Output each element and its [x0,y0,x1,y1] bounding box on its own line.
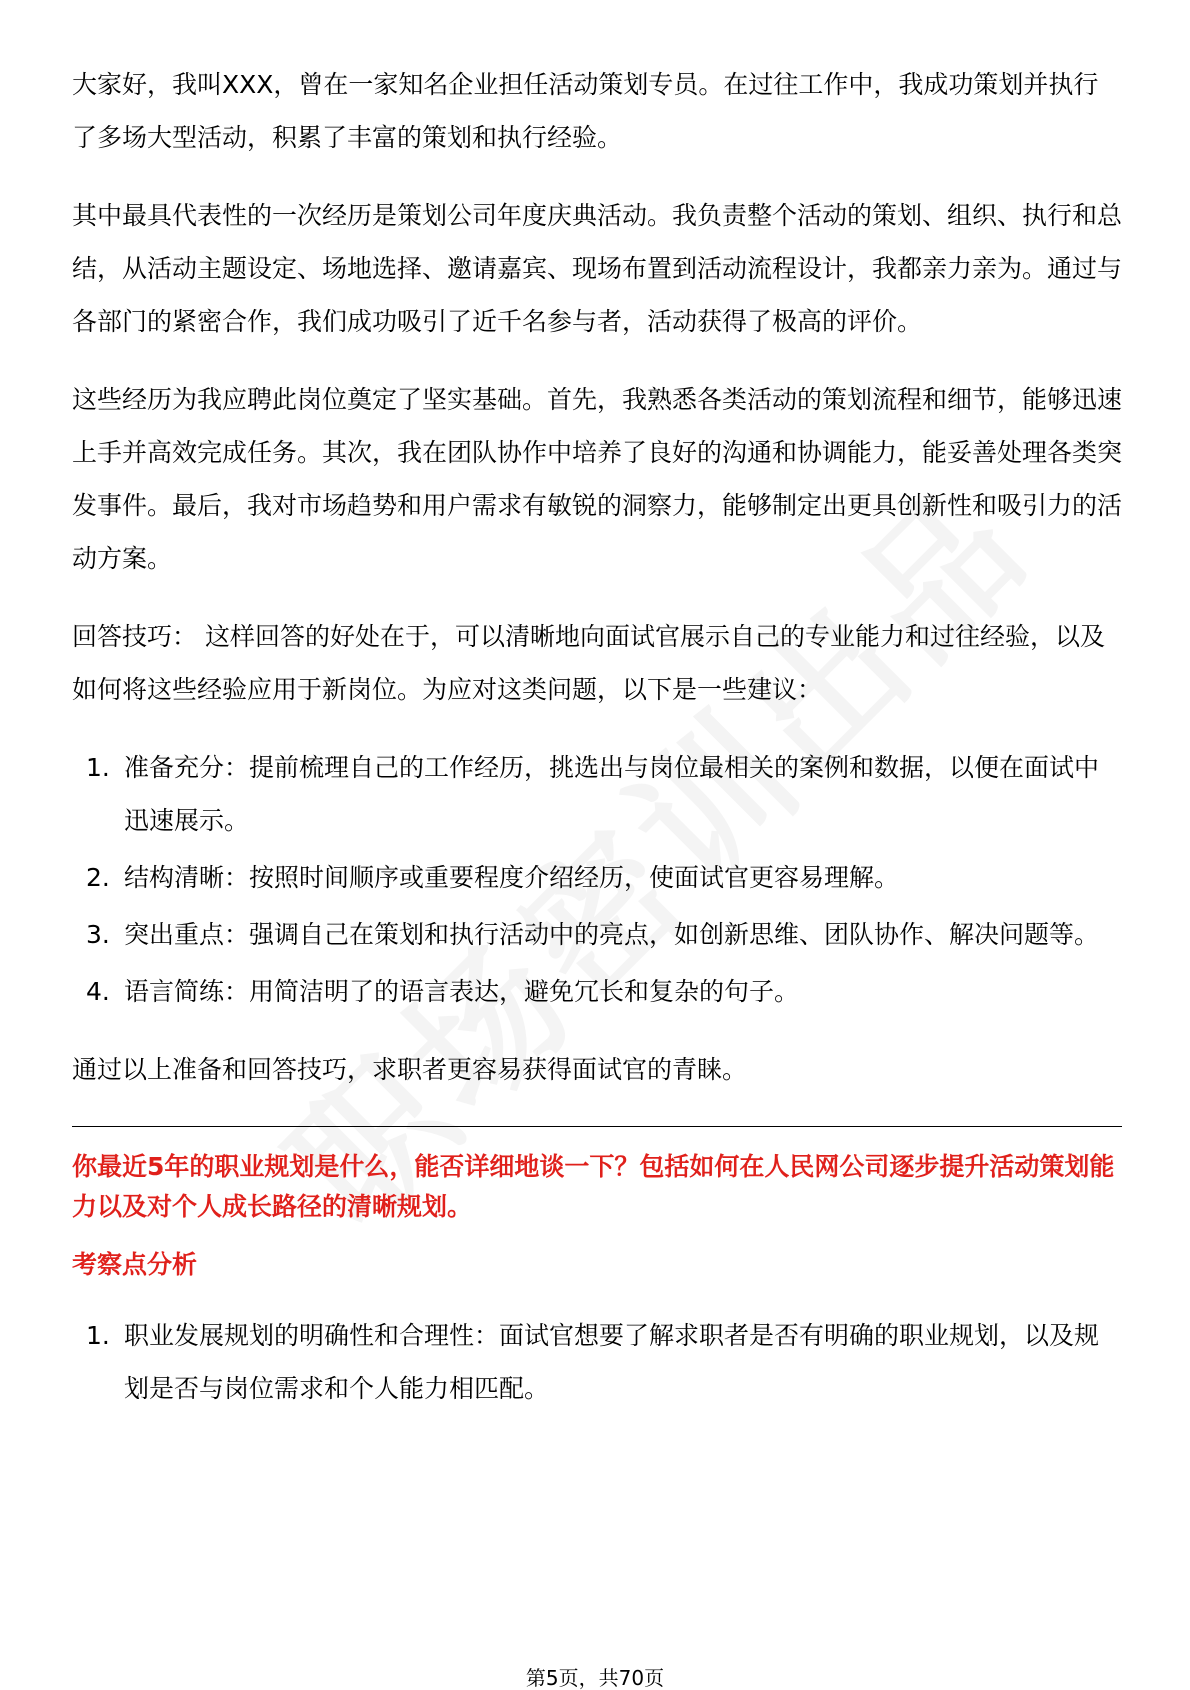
list-number: 1. [86,1321,110,1350]
tips-list [72,741,1122,1018]
list-item [72,1309,1122,1415]
section-divider [72,1126,1122,1127]
list-item-text: 职业发展规划的明确性和合理性：面试官想要了解求职者是否有明确的职业规划，以及规划是否与岗位需求和个人能力相匹配。 [124,1321,1100,1403]
list-number: 2. [86,863,110,892]
list-item [72,908,1122,961]
intro-paragraph: 大家好，我叫XXX，曾在一家知名企业担任活动策划专员。在过往工作中，我成功策划并执行了多场大型活动，积累了丰富的策划和执行经验。 [72,70,1099,152]
list-item-text: 突出重点：强调自己在策划和执行活动中的亮点，如创新思维、团队协作、解决问题等。 [124,920,1100,949]
question-heading: 你最近5年的职业规划是什么，能否详细地谈一下？包括如何在人民网公司逐步提升活动策划能力以及对个人成长路径的清晰规划。 [72,1152,1115,1221]
list-number: 4. [86,977,110,1006]
document-page [72,58,1122,1440]
list-item-text: 语言简练：用简洁明了的语言表达，避免冗长和复杂的句子。 [124,977,800,1006]
experience-paragraph: 其中最具代表性的一次经历是策划公司年度庆典活动。我负责整个活动的策划、组织、执行和总结，从活动主题设定、场地选择、邀请嘉宾、现场布置到活动流程设计，我都亲力亲为。通过与各部门的紧密合作，我们成功吸引了近千名参与者，活动获得了极高的评价。 [72,201,1123,336]
list-item-text: 准备充分：提前梳理自己的工作经历，挑选出与岗位最相关的案例和数据，以便在面试中迅速展示。 [124,753,1100,835]
list-item [72,965,1122,1018]
analysis-heading: 考察点分析 [72,1250,198,1279]
answer-tips-paragraph: 回答技巧： 这样回答的好处在于，可以清晰地向面试官展示自己的专业能力和过往经验，以及如何将这些经验应用于新岗位。为应对这类问题，以下是一些建议： [72,622,1105,704]
list-item [72,741,1122,847]
closing-paragraph: 通过以上准备和回答技巧，求职者更容易获得面试官的青睐。 [72,1055,748,1084]
qualification-paragraph: 这些经历为我应聘此岗位奠定了坚实基础。首先，我熟悉各类活动的策划流程和细节，能够迅速上手并高效完成任务。其次，我在团队协作中培养了良好的沟通和协调能力，能妥善处理各类突发事件。最后，我对市场趋势和用户需求有敏锐的洞察力，能够制定出更具创新性和吸引力的活动方案。 [72,385,1123,573]
analysis-list [72,1309,1122,1415]
list-number: 1. [86,753,110,782]
list-item-text: 结构清晰：按照时间顺序或重要程度介绍经历，使面试官更容易理解。 [124,863,900,892]
list-number: 3. [86,920,110,949]
page-footer: 第5页，共70页 [525,1666,665,1690]
list-item [72,851,1122,904]
